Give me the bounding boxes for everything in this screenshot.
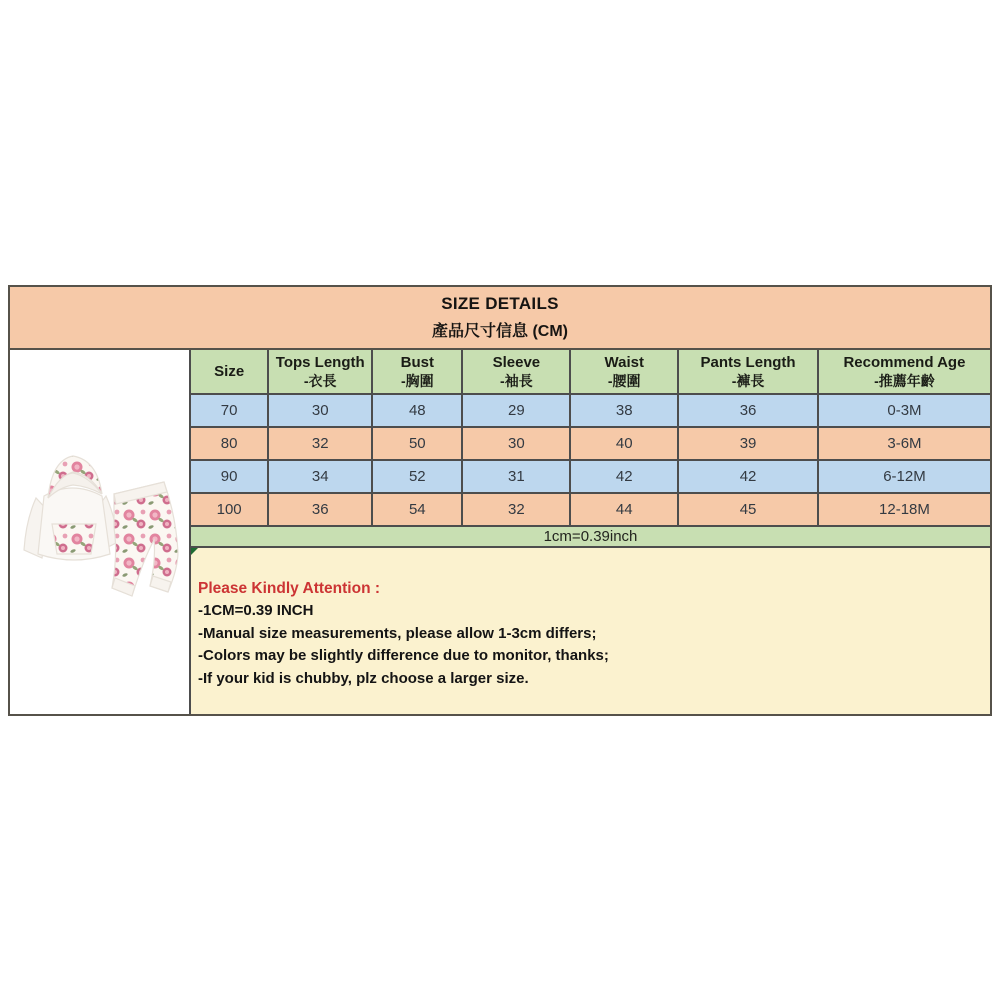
column-header-en: Tops Length [275, 353, 365, 371]
cell-value: 0-3M [887, 401, 922, 419]
sheet-body [10, 350, 990, 714]
cell-value: 45 [739, 500, 757, 518]
cell-sleeve [463, 494, 571, 525]
column-header-bust [373, 350, 463, 393]
cell-bust [373, 494, 463, 525]
product-photo-cell [10, 350, 191, 714]
cell-value: 36 [739, 401, 757, 419]
cell-waist [571, 461, 679, 492]
cell-value: 30 [508, 434, 525, 452]
cell-bust [373, 461, 463, 492]
cell-sleeve [463, 395, 571, 426]
column-header-en: Recommend Age [843, 353, 966, 371]
cell-size [191, 428, 269, 459]
table-row-size-100 [191, 494, 990, 527]
attention-line: -Colors may be slightly difference due to monitor, thanks; [198, 647, 609, 665]
cell-recommend-age [819, 395, 990, 426]
cell-value: 39 [739, 434, 757, 452]
column-header-en: Sleeve [492, 353, 541, 371]
table-row-size-90 [191, 461, 990, 494]
cell-recommend-age [819, 461, 990, 492]
column-header-recommend-age [819, 350, 990, 393]
column-header-size [191, 350, 269, 393]
column-header-zh: -胸圍 [400, 372, 434, 389]
cell-value: 6-12M [883, 467, 926, 485]
cell-value: 36 [311, 500, 329, 518]
column-header-waist [571, 350, 679, 393]
cell-size [191, 494, 269, 525]
cell-value: 34 [311, 467, 329, 485]
size-chart-sheet [8, 285, 992, 716]
cell-value: 50 [408, 434, 426, 452]
cell-tops-length [269, 428, 373, 459]
cell-value: 90 [220, 467, 238, 485]
column-header-zh: -衣長 [303, 372, 337, 389]
cell-waist [571, 395, 679, 426]
cell-waist [571, 494, 679, 525]
table-row-size-80 [191, 428, 990, 461]
column-header-tops-length [269, 350, 373, 393]
cell-value: 42 [739, 467, 757, 485]
cell-value: 40 [615, 434, 633, 452]
column-header-en: Pants Length [700, 353, 796, 371]
cell-value: 30 [311, 401, 329, 419]
column-header-zh: -褲長 [731, 372, 765, 389]
attention-note [191, 548, 990, 714]
cell-bust [373, 428, 463, 459]
cell-value: 54 [408, 500, 426, 518]
cell-pants-length [679, 428, 819, 459]
cell-recommend-age [819, 494, 990, 525]
cell-value: 42 [615, 467, 633, 485]
cell-value: 32 [508, 500, 525, 518]
column-header-zh: -袖長 [500, 372, 533, 389]
cell-value: 52 [408, 467, 426, 485]
table-row-size-70 [191, 395, 990, 428]
attention-line: -Manual size measurements, please allow 1-3cm differs; [198, 624, 597, 642]
banner-title: SIZE DETAILS [441, 294, 559, 313]
cell-waist [571, 428, 679, 459]
cell-recommend-age [819, 428, 990, 459]
cell-pants-length [679, 494, 819, 525]
cell-corner-marker-icon [191, 548, 198, 555]
cell-size [191, 461, 269, 492]
product-photo [18, 436, 182, 618]
size-table [191, 350, 990, 714]
attention-title: Please Kindly Attention : [198, 580, 381, 598]
column-header-pants-length [679, 350, 819, 393]
cell-pants-length [679, 461, 819, 492]
column-header-sleeve [463, 350, 571, 393]
column-header-en: Bust [400, 353, 434, 371]
cell-value: 80 [220, 434, 238, 452]
banner [10, 287, 990, 350]
cell-tops-length [269, 494, 373, 525]
cell-value: 3-6M [887, 434, 922, 452]
column-header-en: Waist [604, 353, 644, 371]
cell-size [191, 395, 269, 426]
cell-value: 100 [216, 500, 242, 518]
column-header-zh: -推薦年齡 [874, 372, 935, 389]
cell-pants-length [679, 395, 819, 426]
banner-subtitle: 產品尺寸信息 (CM) [432, 323, 568, 340]
cell-sleeve [463, 461, 571, 492]
cell-value: 29 [508, 401, 525, 419]
cell-value: 31 [508, 467, 525, 485]
unit-conversion-text: 1cm=0.39inch [543, 527, 638, 545]
cell-value: 12-18M [879, 500, 930, 518]
attention-line: -1CM=0.39 INCH [198, 602, 314, 620]
attention-line: -If your kid is chubby, plz choose a larger size. [198, 669, 529, 687]
cell-tops-length [269, 395, 373, 426]
table-header-row [191, 350, 990, 395]
cell-value: 70 [220, 401, 238, 419]
cell-sleeve [463, 428, 571, 459]
column-header-en: Size [214, 362, 245, 380]
unit-conversion-row [191, 527, 990, 549]
cell-tops-length [269, 461, 373, 492]
cell-value: 38 [615, 401, 633, 419]
cell-value: 32 [311, 434, 329, 452]
cell-value: 48 [408, 401, 426, 419]
column-header-zh: -腰圍 [607, 372, 641, 389]
cell-value: 44 [615, 500, 633, 518]
cell-bust [373, 395, 463, 426]
